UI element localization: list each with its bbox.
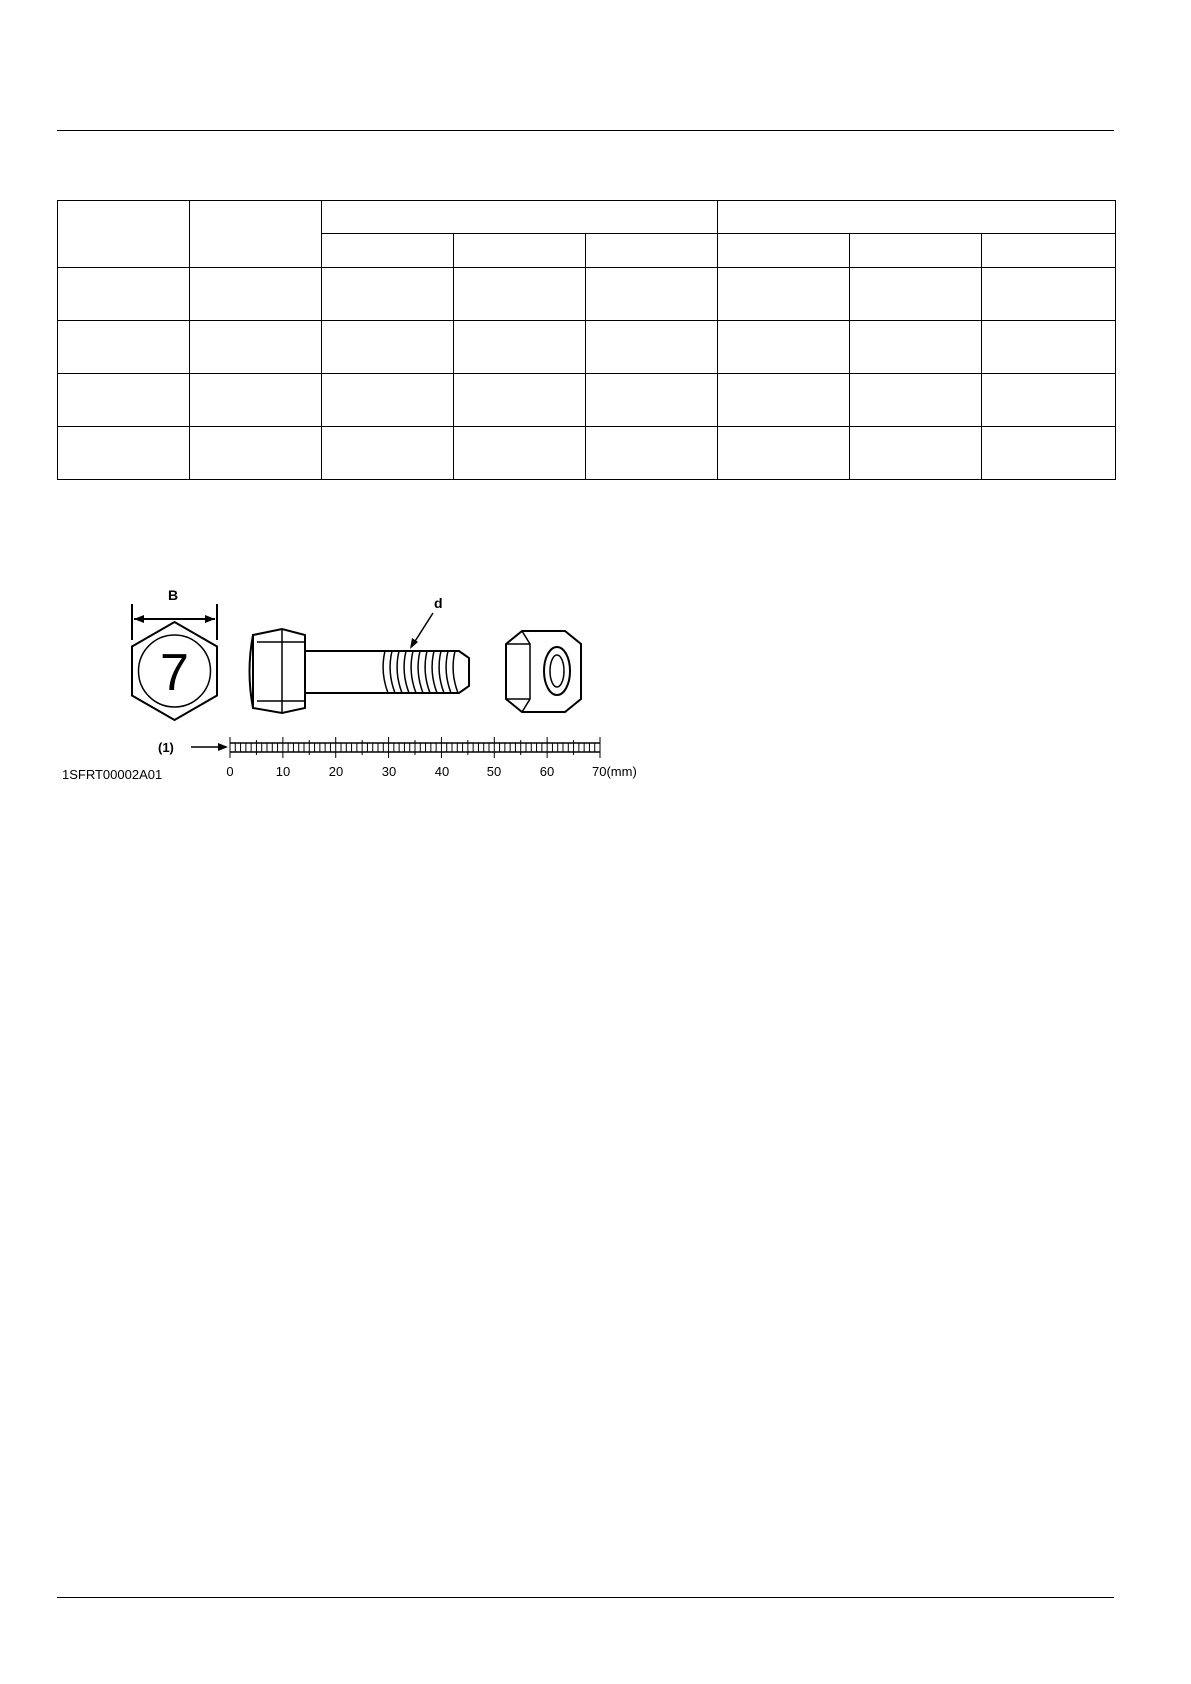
footer-rule xyxy=(57,1597,1114,1598)
table-cell xyxy=(454,374,586,427)
table-subheader-cell xyxy=(322,234,454,268)
scale-label: 60 xyxy=(539,764,555,779)
table-cell xyxy=(718,321,850,374)
table-cell xyxy=(190,268,322,321)
table-subheader-cell xyxy=(718,234,850,268)
scale-label: 50 xyxy=(486,764,502,779)
table-cell xyxy=(982,321,1116,374)
table-cell xyxy=(322,268,454,321)
table-cell xyxy=(58,321,190,374)
table-row xyxy=(58,427,1116,480)
specification-table xyxy=(57,200,1116,480)
table-cell xyxy=(850,427,982,480)
table-cell xyxy=(322,374,454,427)
table-subheader-cell xyxy=(586,234,718,268)
table-cell xyxy=(982,427,1116,480)
table-cell xyxy=(58,374,190,427)
bolt-shank xyxy=(305,651,380,693)
table-cell xyxy=(190,374,322,427)
table-cell xyxy=(718,268,850,321)
scale-label: 40 xyxy=(434,764,450,779)
table-header-cell xyxy=(190,201,322,268)
table-row xyxy=(58,321,1116,374)
scale-label: 70(mm) xyxy=(592,764,637,779)
table-cell xyxy=(586,268,718,321)
table-cell xyxy=(982,268,1116,321)
table-subheader-cell xyxy=(454,234,586,268)
table-cell xyxy=(190,321,322,374)
table-subheader-cell xyxy=(982,234,1116,268)
bolt-nut-illustration xyxy=(60,582,720,802)
table-cell xyxy=(58,268,190,321)
table-cell xyxy=(322,427,454,480)
table-cell xyxy=(190,427,322,480)
table-cell xyxy=(850,374,982,427)
table-cell xyxy=(454,321,586,374)
scale-label: 0 xyxy=(226,764,234,779)
scale-label: 20 xyxy=(328,764,344,779)
label-1: (1) xyxy=(158,740,174,755)
table-cell xyxy=(718,374,850,427)
table-cell xyxy=(322,321,454,374)
nut-bore xyxy=(544,647,570,695)
figure-code: 1SFRT00002A01 xyxy=(62,767,163,782)
table-header-cell xyxy=(58,201,190,268)
table-header-cell xyxy=(322,201,718,234)
header-rule xyxy=(57,130,1114,131)
table-cell xyxy=(586,427,718,480)
table-header-row xyxy=(58,201,1116,234)
label-d: d xyxy=(434,595,443,611)
table-cell xyxy=(850,321,982,374)
scale-label: 10 xyxy=(275,764,291,779)
label-b: B xyxy=(168,587,179,603)
scale-label: 30 xyxy=(381,764,397,779)
grade-mark: 7 xyxy=(160,644,189,702)
table-cell xyxy=(586,321,718,374)
table-cell xyxy=(586,374,718,427)
table-cell xyxy=(58,427,190,480)
table-cell xyxy=(718,427,850,480)
table-cell xyxy=(454,427,586,480)
table-row xyxy=(58,268,1116,321)
table-subheader-cell xyxy=(850,234,982,268)
table-row xyxy=(58,374,1116,427)
table-header-cell xyxy=(718,201,1116,234)
table-cell xyxy=(850,268,982,321)
table-cell xyxy=(454,268,586,321)
table-cell xyxy=(982,374,1116,427)
